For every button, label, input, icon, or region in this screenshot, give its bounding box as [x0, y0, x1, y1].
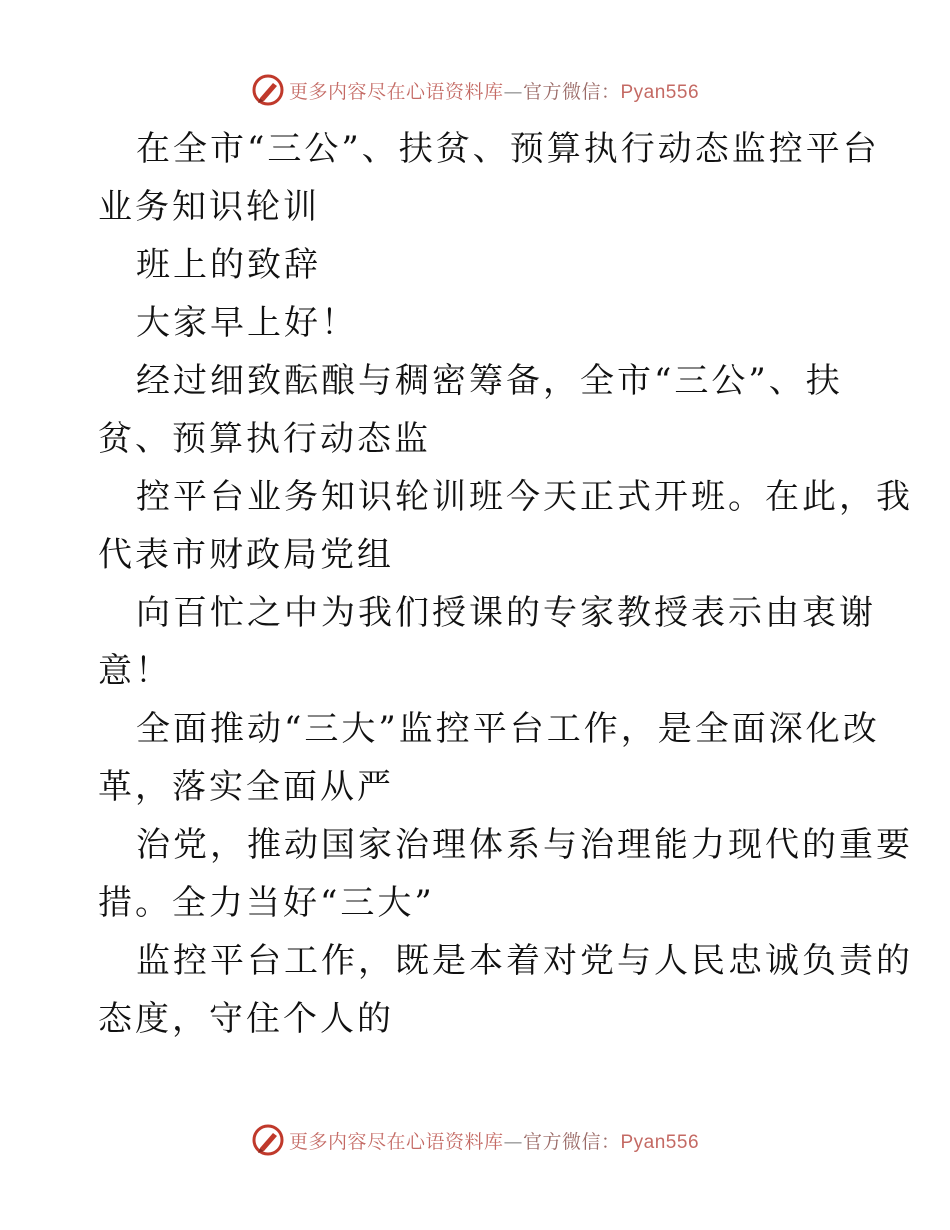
- document-line: 革，落实全面从严: [98, 767, 394, 807]
- document-line: 监控平台工作，既是本着对党与人民忠诚负责的: [136, 941, 913, 981]
- document-line: 班上的致辞: [136, 245, 321, 285]
- document-line: 经过细致酝酿与稠密筹备，全市“三公”、扶: [136, 361, 843, 401]
- document-line: 全面推动“三大”监控平台工作，是全面深化改: [136, 709, 880, 749]
- document-line: 业务知识轮训: [98, 187, 320, 227]
- document-line: 大家早上好！: [136, 303, 358, 343]
- document-line: 态度，守住个人的: [98, 999, 394, 1039]
- document-line: 控平台业务知识轮训班今天正式开班。在此，我: [136, 477, 913, 517]
- document-line: 意！: [98, 651, 172, 691]
- watermark-wechat-id: Pyan556: [620, 1131, 700, 1153]
- document-line: 治党，推动国家治理体系与治理能力现代的重要: [136, 825, 913, 865]
- watermark-wechat-id: Pyan556: [620, 81, 700, 103]
- pen-logo-icon: [251, 73, 285, 107]
- document-line: 贫、预算执行动态监: [98, 419, 431, 459]
- pen-logo-icon: [251, 1123, 285, 1157]
- watermark-official: 官方微信：: [522, 1130, 621, 1153]
- header-watermark: [0, 70, 950, 110]
- watermark-separator: —: [503, 80, 523, 103]
- document-line: 向百忙之中为我们授课的专家教授表示由衷谢: [136, 593, 876, 633]
- document-line: 代表市财政局党组: [98, 535, 394, 575]
- watermark-site: 更多内容尽在心语资料库: [288, 1130, 504, 1153]
- watermark-separator: —: [503, 1130, 523, 1153]
- document-line: 措。全力当好“三大”: [98, 883, 435, 923]
- watermark-official: 官方微信：: [522, 80, 621, 103]
- document-body: [98, 120, 913, 1048]
- document-line: 在全市“三公”、扶贫、预算执行动态监控平台: [136, 129, 880, 169]
- watermark-site: 更多内容尽在心语资料库: [288, 80, 504, 103]
- footer-watermark: [0, 1120, 950, 1160]
